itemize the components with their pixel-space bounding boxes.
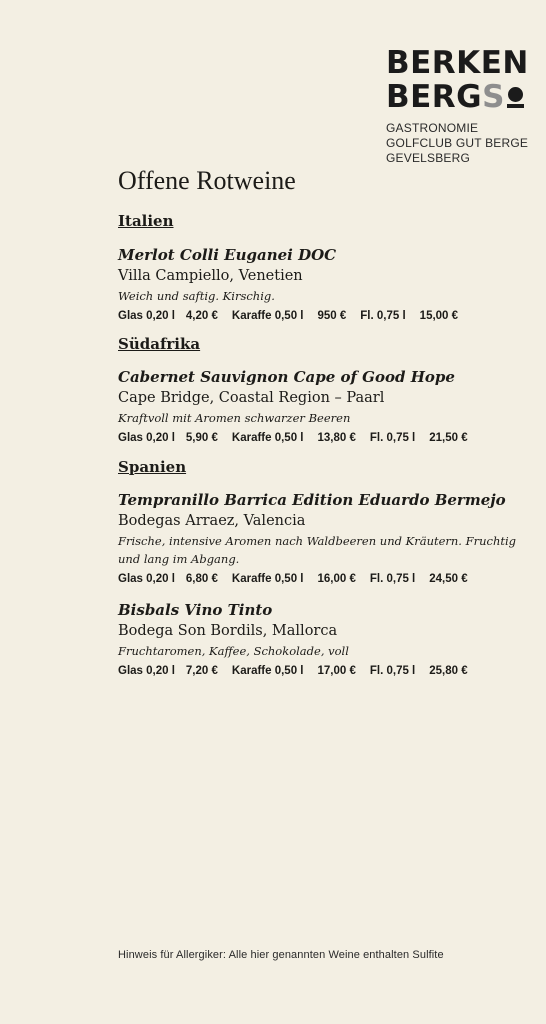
logo-subtitle-1: GASTRONOMIE [386, 121, 479, 135]
logo-subtitle-3: GEVELSBERG [386, 151, 471, 165]
wine-producer: Cape Bridge, Coastal Region – Paarl [118, 390, 385, 406]
logo-line-2-s: S [482, 79, 505, 115]
wine-description: Fruchtaromen, Kaffee, Schokolade, voll [118, 644, 349, 658]
wine-name: Bisbals Vino Tinto [118, 601, 273, 619]
karaffe-price: 17,00 € [317, 665, 356, 677]
section-heading-spanien: Spanien [118, 458, 187, 476]
wine-producer: Villa Campiello, Venetien [118, 268, 303, 284]
flasche-price: 15,00 € [419, 310, 459, 322]
glas-label: Glas 0,20 l [118, 310, 175, 322]
flasche-label: Fl. 0,75 l [369, 573, 416, 585]
wine-item [118, 244, 518, 322]
wine-description: Weich und saftig. Kirschig. [118, 289, 275, 303]
flasche-price: 24,50 € [429, 573, 468, 585]
flasche-price: 21,50 € [429, 432, 468, 444]
price-row [118, 310, 518, 322]
golf-ball-icon [507, 87, 525, 108]
glas-label: Glas 0,20 l [118, 432, 175, 444]
glas-price: 5,90 € [185, 432, 218, 444]
wine-name: Merlot Colli Euganei DOC [118, 246, 337, 264]
logo-line-1: BERKEN [386, 45, 529, 81]
section-heading-italien: Italien [118, 212, 174, 230]
karaffe-price: 950 € [317, 310, 347, 322]
karaffe-label: Karaffe 0,50 l [231, 310, 304, 322]
wine-item [118, 489, 518, 585]
wine-item [118, 366, 518, 444]
glas-label: Glas 0,20 l [118, 573, 175, 585]
karaffe-label: Karaffe 0,50 l [231, 665, 304, 677]
brand-logo [386, 46, 536, 166]
section-heading-suedafrika: Südafrika [118, 335, 201, 353]
price-row [118, 665, 518, 677]
wine-description-line-2: und lang im Abgang. [118, 552, 240, 566]
flasche-label: Fl. 0,75 l [369, 665, 416, 677]
wine-producer: Bodegas Arraez, Valencia [118, 513, 306, 529]
wine-name: Tempranillo Barrica Edition Eduardo Bermejo [118, 491, 506, 509]
glas-label: Glas 0,20 l [118, 665, 175, 677]
logo-subtitle-2: GOLFCLUB GUT BERGE [386, 136, 529, 150]
wine-description: Kraftvoll mit Aromen schwarzer Beeren [118, 411, 351, 425]
price-row [118, 573, 518, 585]
wine-item [118, 599, 518, 677]
karaffe-price: 13,80 € [317, 432, 356, 444]
glas-price: 7,20 € [185, 665, 218, 677]
logo-line-2 [386, 80, 536, 114]
flasche-label: Fl. 0,75 l [360, 310, 406, 322]
wine-producer: Bodega Son Bordils, Mallorca [118, 623, 338, 639]
karaffe-price: 16,00 € [317, 573, 356, 585]
wine-name: Cabernet Sauvignon Cape of Good Hope [118, 368, 455, 386]
karaffe-label: Karaffe 0,50 l [231, 573, 304, 585]
price-row [118, 432, 518, 444]
logo-line-2-main: BERG [386, 79, 483, 115]
flasche-price: 25,80 € [429, 665, 468, 677]
flasche-label: Fl. 0,75 l [369, 432, 416, 444]
allergy-notice: Hinweis für Allergiker: Alle hier genannten Weine enthalten Sulfite [118, 949, 444, 961]
glas-price: 4,20 € [185, 310, 218, 322]
karaffe-label: Karaffe 0,50 l [231, 432, 304, 444]
glas-price: 6,80 € [185, 573, 218, 585]
page-title: Offene Rotweine [118, 166, 296, 195]
wine-description-line-1: Frische, intensive Aromen nach Waldbeeren und Kräutern. Fruchtig [118, 534, 517, 548]
